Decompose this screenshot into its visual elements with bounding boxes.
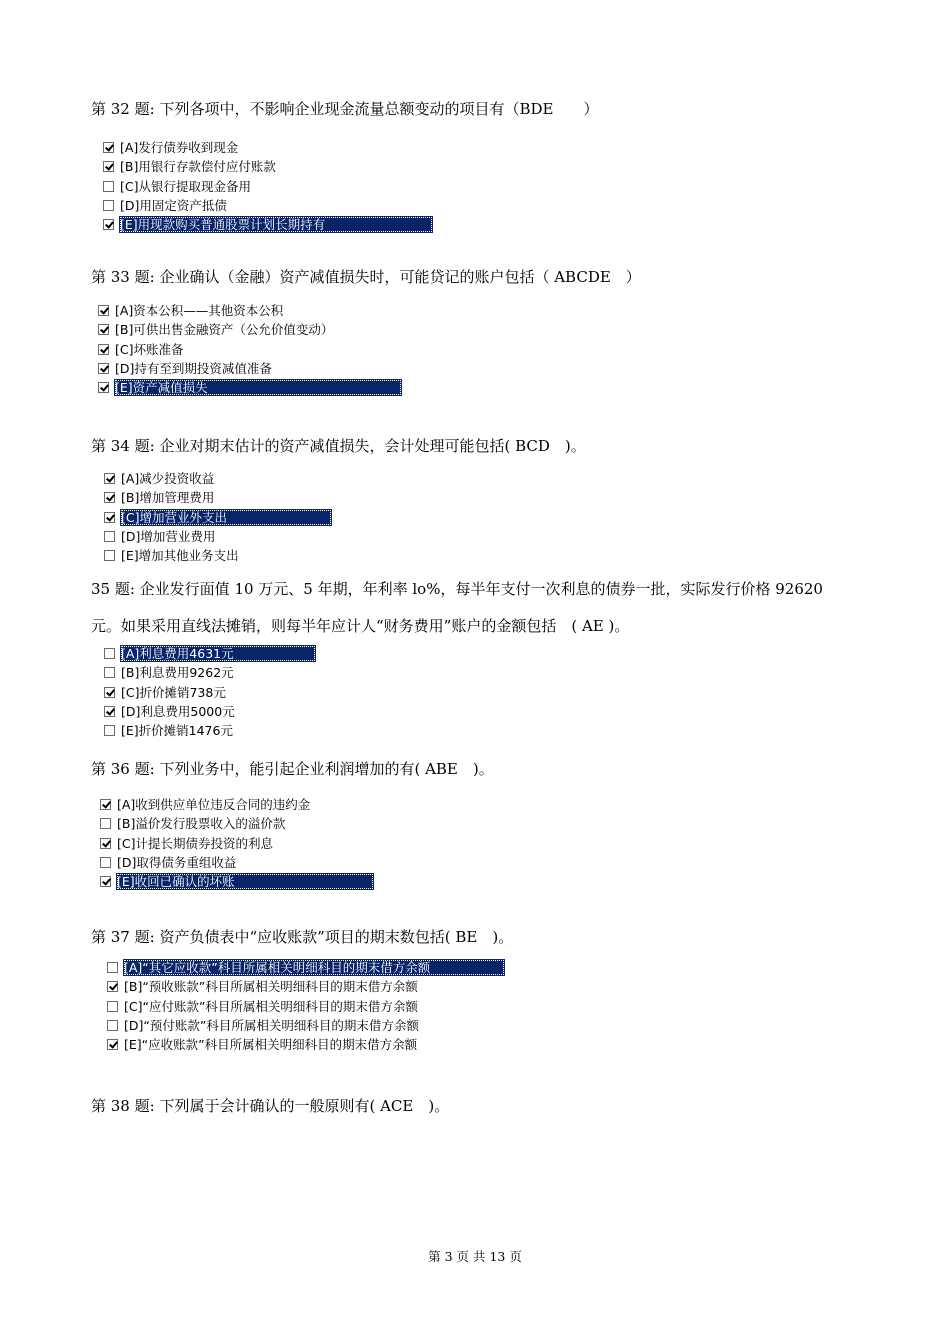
option-item[interactable] bbox=[104, 488, 332, 507]
checkbox[interactable] bbox=[100, 857, 111, 868]
checkbox[interactable] bbox=[104, 667, 115, 678]
checkbox[interactable] bbox=[104, 706, 115, 717]
option-label: [D]增加营业费用 bbox=[121, 529, 216, 545]
checkbox[interactable] bbox=[103, 200, 114, 211]
option-item[interactable] bbox=[107, 958, 505, 977]
option-item[interactable] bbox=[104, 469, 332, 488]
option-item[interactable] bbox=[104, 663, 316, 682]
option-label: [C]增加营业外支出 bbox=[120, 509, 332, 526]
option-label: [A]利息费用4631元 bbox=[120, 645, 316, 662]
option-item[interactable] bbox=[107, 1035, 505, 1054]
checkbox[interactable] bbox=[104, 648, 115, 659]
checkbox[interactable] bbox=[98, 305, 109, 316]
option-item[interactable] bbox=[107, 997, 505, 1016]
question-32-options bbox=[103, 138, 433, 234]
option-label: [B]“预收账款”科目所属相关明细科目的期末借方余额 bbox=[124, 979, 418, 995]
question-36-text: 第 36 题: 下列业务中，能引起企业利润增加的有( ABE )。 bbox=[91, 760, 494, 778]
option-item[interactable] bbox=[100, 795, 374, 814]
option-label: [E]增加其他业务支出 bbox=[121, 548, 239, 564]
option-label: [B]可供出售金融资产（公允价值变动） bbox=[115, 322, 334, 338]
page-footer: 第 3 页 共 13 页 bbox=[428, 1249, 522, 1264]
checkbox[interactable] bbox=[103, 161, 114, 172]
checkbox[interactable] bbox=[104, 512, 115, 523]
option-item[interactable] bbox=[107, 1016, 505, 1035]
option-item[interactable] bbox=[104, 546, 332, 565]
checkbox[interactable] bbox=[103, 219, 114, 230]
checkbox[interactable] bbox=[103, 142, 114, 153]
option-label: [B]利息费用9262元 bbox=[121, 665, 234, 681]
checkbox[interactable] bbox=[98, 324, 109, 335]
option-item[interactable] bbox=[98, 301, 402, 320]
option-item[interactable] bbox=[104, 721, 316, 740]
option-item[interactable] bbox=[100, 814, 374, 833]
option-label: [C]“应付账款”科目所属相关明细科目的期末借方余额 bbox=[124, 998, 418, 1014]
question-34-options bbox=[104, 469, 332, 565]
option-label: [A]发行债券收到现金 bbox=[120, 140, 239, 156]
option-label: [A]减少投资收益 bbox=[121, 471, 215, 487]
option-item[interactable] bbox=[103, 196, 433, 215]
option-item[interactable] bbox=[103, 138, 433, 157]
checkbox[interactable] bbox=[104, 492, 115, 503]
checkbox[interactable] bbox=[100, 838, 111, 849]
option-item[interactable] bbox=[98, 320, 402, 339]
option-item[interactable] bbox=[103, 215, 433, 234]
option-label: [B]增加管理费用 bbox=[121, 490, 215, 506]
question-33-options bbox=[98, 301, 402, 397]
checkbox[interactable] bbox=[107, 1001, 118, 1012]
checkbox[interactable] bbox=[98, 344, 109, 355]
checkbox[interactable] bbox=[107, 1020, 118, 1031]
option-item[interactable] bbox=[103, 177, 433, 196]
option-label: [A]收到供应单位违反合同的违约金 bbox=[117, 797, 311, 813]
option-label: [E]用现款购买普通股票计划长期持有 bbox=[119, 216, 433, 233]
checkbox[interactable] bbox=[104, 473, 115, 484]
checkbox[interactable] bbox=[107, 1039, 118, 1050]
option-label: [D]取得债务重组收益 bbox=[117, 855, 237, 871]
checkbox[interactable] bbox=[100, 799, 111, 810]
option-label: [D]利息费用5000元 bbox=[121, 704, 235, 720]
checkbox[interactable] bbox=[104, 531, 115, 542]
option-label: [A]资本公积——其他资本公积 bbox=[115, 303, 284, 319]
option-item[interactable] bbox=[98, 378, 402, 397]
checkbox[interactable] bbox=[98, 363, 109, 374]
option-label: [D]“预付账款”科目所属相关明细科目的期末借方余额 bbox=[124, 1018, 419, 1034]
option-item[interactable] bbox=[103, 157, 433, 176]
option-label: [D]用固定资产抵债 bbox=[120, 198, 227, 214]
checkbox[interactable] bbox=[103, 181, 114, 192]
question-32-text: 第 32 题: 下列各项中，不影响企业现金流量总额变动的项目有（BDE ） bbox=[91, 100, 599, 118]
checkbox[interactable] bbox=[107, 981, 118, 992]
option-item[interactable] bbox=[98, 359, 402, 378]
option-label: [C]折价摊销738元 bbox=[121, 684, 226, 700]
checkbox[interactable] bbox=[100, 818, 111, 829]
checkbox[interactable] bbox=[104, 687, 115, 698]
question-38-text: 第 38 题: 下列属于会计确认的一般原则有( ACE )。 bbox=[91, 1097, 450, 1115]
question-37-text: 第 37 题: 资产负债表中“应收账款”项目的期末数包括( BE )。 bbox=[91, 928, 514, 946]
option-item[interactable] bbox=[104, 702, 316, 721]
question-35-text-continued: 元。如果采用直线法摊销，则每半年应计人“财务费用”账户的金额包括 ( AE )。 bbox=[91, 617, 630, 635]
option-item[interactable] bbox=[100, 853, 374, 872]
option-item[interactable] bbox=[104, 683, 316, 702]
option-label: [C]从银行提取现金备用 bbox=[120, 178, 251, 194]
option-label: [B]用银行存款偿付应付账款 bbox=[120, 159, 276, 175]
question-36-options bbox=[100, 795, 374, 891]
option-label: [D]持有至到期投资减值准备 bbox=[115, 361, 272, 377]
option-label: [E]资产减值损失 bbox=[114, 379, 402, 396]
option-label: [A]“其它应收款”科目所属相关明细科目的期末借方余额 bbox=[123, 959, 505, 976]
option-item[interactable] bbox=[100, 834, 374, 853]
option-label: [B]溢价发行股票收入的溢价款 bbox=[117, 816, 286, 832]
checkbox[interactable] bbox=[104, 725, 115, 736]
option-item[interactable] bbox=[100, 872, 374, 891]
option-label: [E]收回已确认的坏账 bbox=[116, 873, 374, 890]
option-item[interactable] bbox=[98, 340, 402, 359]
question-34-text: 第 34 题: 企业对期末估计的资产减值损失，会计处理可能包括( BCD )。 bbox=[91, 437, 586, 455]
checkbox[interactable] bbox=[107, 962, 118, 973]
option-label: [E]折价摊销1476元 bbox=[121, 723, 233, 739]
question-33-text: 第 33 题: 企业确认（金融）资产减值损失时，可能贷记的账户包括（ ABCDE ） bbox=[91, 268, 641, 286]
checkbox[interactable] bbox=[104, 550, 115, 561]
option-item[interactable] bbox=[104, 508, 332, 527]
option-item[interactable] bbox=[107, 977, 505, 996]
checkbox[interactable] bbox=[100, 876, 111, 887]
checkbox[interactable] bbox=[98, 382, 109, 393]
option-item[interactable] bbox=[104, 527, 332, 546]
option-label: [E]“应收账款”科目所属相关明细科目的期末借方余额 bbox=[124, 1037, 418, 1053]
question-37-options bbox=[107, 958, 505, 1054]
option-label: [C]坏账准备 bbox=[115, 341, 184, 357]
option-label: [C]计提长期债券投资的利息 bbox=[117, 835, 273, 851]
question-35-options bbox=[104, 644, 316, 740]
question-35-text: 35 题: 企业发行面值 10 万元、5 年期，年利率 lo%，每半年支付一次利息的债券一批，实际发行价格 92620 bbox=[91, 580, 823, 598]
option-item[interactable] bbox=[104, 644, 316, 663]
